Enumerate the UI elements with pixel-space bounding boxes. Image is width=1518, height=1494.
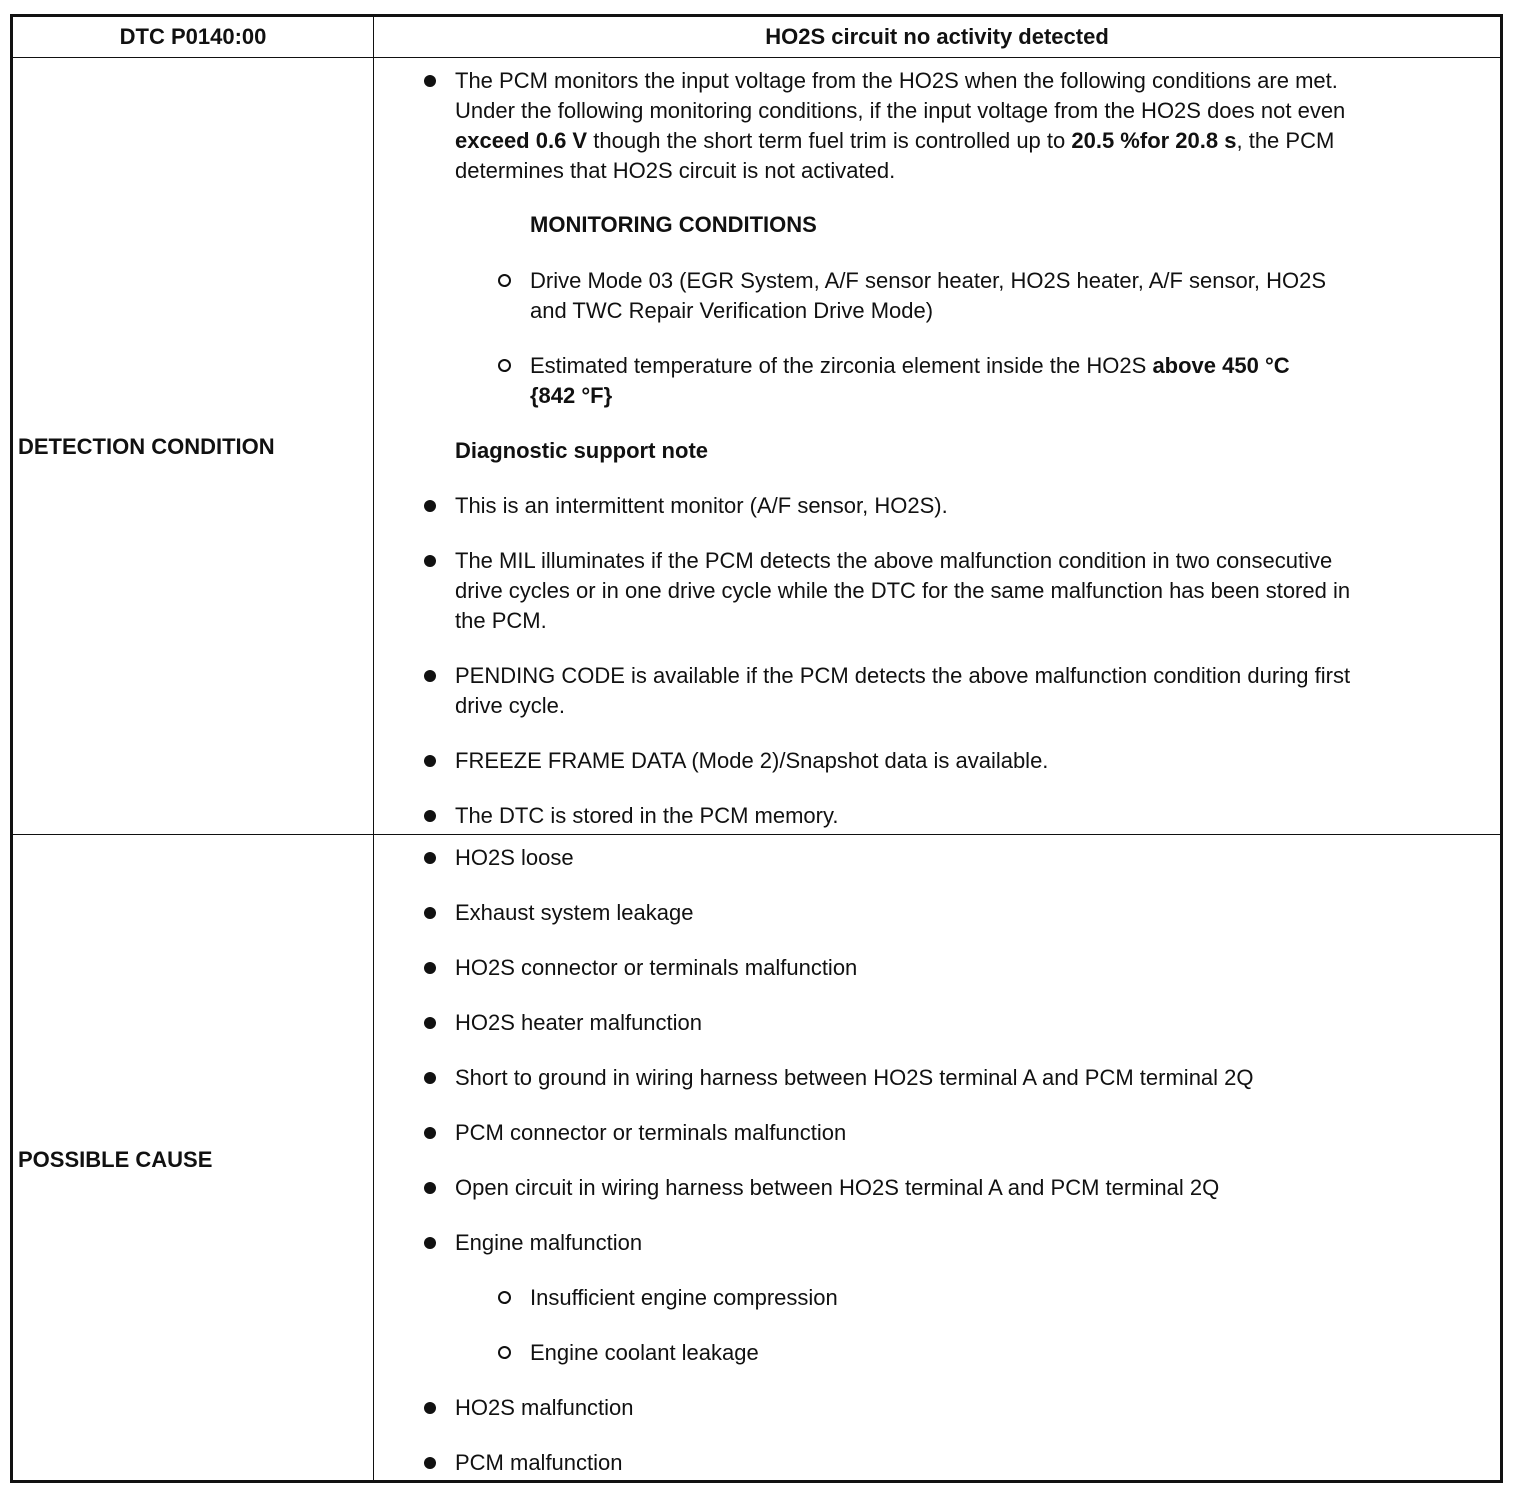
sub-bullet-icon <box>498 359 511 372</box>
bullet-icon <box>424 670 436 682</box>
cause-item: Short to ground in wiring harness between HO2S terminal A and PCM terminal 2Q <box>455 1065 1254 1090</box>
note-4: FREEZE FRAME DATA (Mode 2)/Snapshot data is available. <box>455 748 1049 773</box>
column-divider <box>373 14 374 1483</box>
note-5: The DTC is stored in the PCM memory. <box>455 803 839 828</box>
note-1: This is an intermittent monitor (A/F sensor, HO2S). <box>455 493 948 518</box>
condition-2-line-2: {842 °F} <box>530 383 613 408</box>
intro-line-4: determines that HO2S circuit is not activated. <box>455 158 896 183</box>
cause-item: HO2S heater malfunction <box>455 1010 703 1035</box>
note-2-line-1: The MIL illuminates if the PCM detects the above malfunction condition in two consecutive <box>455 548 1333 573</box>
intro-line-3-tail: , the PCM <box>1236 128 1335 153</box>
intro-line-2: Under the following monitoring conditions, if the input voltage from the HO2S does not even <box>455 98 1346 123</box>
sub-bullet-icon <box>498 274 511 287</box>
row-divider <box>10 834 1503 835</box>
dtc-code-header: DTC P0140:00 <box>119 24 267 49</box>
cause-item: PCM connector or terminals malfunction <box>455 1120 847 1145</box>
bullet-icon <box>424 1237 436 1249</box>
cause-item: HO2S connector or terminals malfunction <box>455 955 858 980</box>
sub-bullet-icon <box>498 1291 511 1304</box>
bullet-icon <box>424 1182 436 1194</box>
bullet-icon <box>424 1127 436 1139</box>
condition-2-line-1 <box>530 351 1290 381</box>
bullet-icon <box>424 75 436 87</box>
bullet-icon <box>424 907 436 919</box>
note-3-line-1: PENDING CODE is available if the PCM detects the above malfunction condition during first <box>455 663 1351 688</box>
cause-item: Exhaust system leakage <box>455 900 694 925</box>
bullet-icon <box>424 1017 436 1029</box>
bullet-icon <box>424 852 436 864</box>
note-3-line-2: drive cycle. <box>455 693 566 718</box>
note-2-line-3: the PCM. <box>455 608 547 633</box>
bullet-icon <box>424 1457 436 1469</box>
intro-line-1: The PCM monitors the input voltage from the HO2S when the following conditions are met. <box>455 68 1338 93</box>
bullet-icon <box>424 810 436 822</box>
exceed-value: exceed 0.6 V <box>455 128 588 153</box>
condition-1-line-1: Drive Mode 03 (EGR System, A/F sensor heater, HO2S heater, A/F sensor, HO2S <box>530 268 1327 293</box>
intro-line-3 <box>455 126 1334 156</box>
temperature-value: above 450 °C <box>1152 353 1290 378</box>
bullet-icon <box>424 555 436 567</box>
bullet-icon <box>424 962 436 974</box>
intro-line-3-text: though the short term fuel trim is controlled up to <box>593 128 1066 153</box>
condition-1-line-2: and TWC Repair Verification Drive Mode) <box>530 298 934 323</box>
sub-bullet-icon <box>498 1346 511 1359</box>
bullet-icon <box>424 1402 436 1414</box>
engine-sub-item: Insufficient engine compression <box>530 1285 838 1310</box>
note-2-line-2: drive cycles or in one drive cycle while the DTC for the same malfunction has been stored in <box>455 578 1351 603</box>
condition-2-text: Estimated temperature of the zirconia element inside the HO2S <box>530 353 1147 378</box>
monitoring-conditions-heading: MONITORING CONDITIONS <box>530 212 817 237</box>
cause-item: HO2S loose <box>455 845 574 870</box>
row-divider <box>10 57 1503 58</box>
cause-item: Engine malfunction <box>455 1230 643 1255</box>
fuel-trim-value: 20.5 %for 20.8 s <box>1071 128 1237 153</box>
bullet-icon <box>424 1072 436 1084</box>
cause-item: PCM malfunction <box>455 1450 623 1475</box>
cause-item: Open circuit in wiring harness between HO2S terminal A and PCM terminal 2Q <box>455 1175 1220 1200</box>
cause-item: HO2S malfunction <box>455 1395 634 1420</box>
possible-cause-label: POSSIBLE CAUSE <box>18 1147 213 1172</box>
bullet-icon <box>424 500 436 512</box>
bullet-icon <box>424 755 436 767</box>
detection-condition-label: DETECTION CONDITION <box>18 434 275 459</box>
dtc-title-header: HO2S circuit no activity detected <box>765 24 1109 49</box>
engine-sub-item: Engine coolant leakage <box>530 1340 759 1365</box>
support-note-heading: Diagnostic support note <box>455 438 708 463</box>
